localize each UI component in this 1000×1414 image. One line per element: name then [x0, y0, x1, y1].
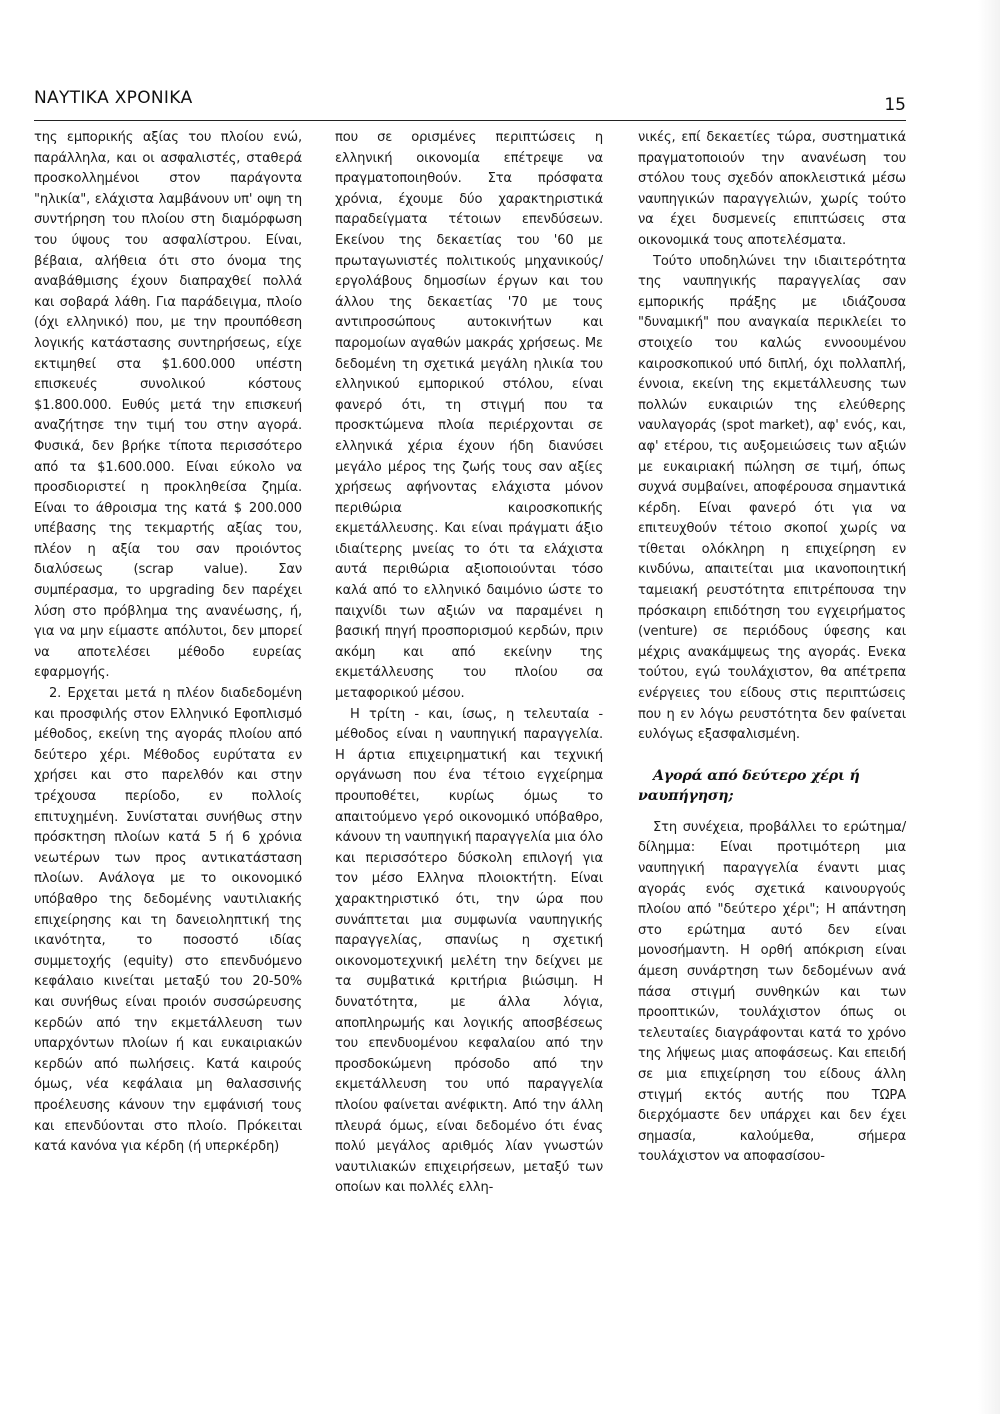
article-paragraph: Η τρίτη - και, ίσως, η τελευταία - μέθοδος είναι η ναυπηγική παραγγελία. Η άρτια επιχειρηματική και τεχνική οργάνωση που ένα τέτοιο εγχείρημα προυποθέτει, κυρίως όμως το απαιτούμενο γερό οικονομικό υπόβαθρο, κάνουν τη ναυπηγική παραγγελία μια όλο και περισσότερο δύσκολη επιλογή για τον μέσο Ελληνα πλοιοκτήτη. Είναι χαρακτηριστικό ότι, την ώρα που συνάπτεται μια συμφωνία ναυπηγικής παραγγελίας, σπανίως η σχετική οικονομοτεχνική μελέτη την δείχνει με τα συμβατικά κριτήρια βιώσιμη. Η δυνατότητα, με άλλα λόγια, αποπληρωμής και λογικής αποσβέσεως του επενδυομένου κεφαλαίου από την προσδοκώμενη πρόσοδο από την εκμετάλλευση του υπό παραγγελία πλοίου φαίνεται ανέφικτη. Από την άλλη πλευρά όμως, είναι δεδομένο ότι ένας πολύ μεγάλος αριθμός λίαν γνωστών ναυτιλιακών επιχειρήσεων, μεταξύ των οποίων και πολλές ελλη-	[335, 706, 603, 1196]
text-column-2	[335, 128, 603, 1199]
text-column-3	[638, 128, 906, 1168]
article-paragraph: νικές, επί δεκαετίες τώρα, συστηματικά πραγματοποιούν την ανανέωση του στόλου τους σχεδόν αποκλειστικά μέσω ναυπηγικών παραγγελιών, χωρίς τούτο να έχει δυσμενείς επιπτώσεις στα οικονομικά τους αποτελέσματα.	[638, 130, 906, 248]
article-paragraph: 2. Ερχεται μετά η πλέον διαδεδομένη και προσφιλής στον Ελληνικό Εφοπλισμό μέθοδος, εκείνη της αγοράς πλοίου από δεύτερο χέρι. Μέθοδος ευρύτατα εν χρήσει και στο παρελθόν και στην τρέχουσα περίοδο, εν πολλοίς επιτυχημένη. Συνίσταται συνήθως στην πρόσκτηση πλοίων κατά 5 ή 6 χρόνια νεωτέρων των προς αντικατάσταση πλοίων. Ανάλογα με το οικονομικό υπόβαθρο της δεδομένης ναυτιλιακής επιχείρησης και τη δανειοληπτική της ικανότητα, το ποσοστό ιδίας συμμετοχής (equity) στο επενδυόμενο κεφάλαιο κινείται μεταξύ του 20-50% και συνήθως είναι προιόν συσσώρευσης κερδών από την εκμετάλλευση των υπαρχόντων πλοίων ή και ευκαιριακών κερδών από πωλήσεις. Κατά καιρούς όμως, νέα κεφάλαια μη θαλασσινής προέλευσης κάνουν την εμφάνισή τους και επενδύονται στο πλοίο. Πρόκειται κατά κανόνα για κέρδη (ή υπερκέρδη)	[34, 686, 302, 1155]
page-header	[34, 86, 906, 121]
article-paragraph: Τούτο υποδηλώνει την ιδιαιτερότητα της ναυπηγικής παραγγελίας σαν εμπορικής πράξης με ιδιάζουσα "δυναμική" που αναγκαία περικλείει το στοιχείο του καλώς εννοουμένου καιροσκοπικού υπό διπλή, όχι πολλαπλή, έννοια, εκείνη της εκμετάλλευσης των πολλών ευκαιριών της ελεύθερης ναυλαγοράς (spot market), αφ' ενός, και, αφ' ετέρου, τις αυξομειώσεις των αξιών με ευκαιριακή πώληση σε τιμή, όπως συχνά συμβαίνει, αποφέρουσα σημαντικά κέρδη. Είναι φανερό ότι για να επιτευχθούν τέτοιο σκοποί χωρίς να τίθεται ολόκληρη η επιχείρηση εν κινδύνω, απαιτείται μια ικανοποιητική ταμειακή ρευστότητα επιτρέπουσα την πρόσκαιρη επιδότηση του εγχειρήματος (venture) σε περιόδους ύφεσης και μέχρις ανακάμψεως της αγοράς. Ενεκα τούτου, εγώ τουλάχιστον, θα απέτρεπα ενέργειες του είδους στις περιπτώσεις που η εν λόγω ρευστότητα δεν φαίνεται ευλόγως εξασφαλισμένη.	[638, 253, 906, 743]
article-paragraph: της εμπορικής αξίας του πλοίου ενώ, παράλληλα, και οι ασφαλιστές, σταθερά προσκολλημένοι στον παράγοντα "ηλικία", ελάχιστα λαμβάνουν υπ' οψη τη συντήρηση του πλοίου στη διαμόρφωση του ύψους του ασφαλίστρου. Είναι, βέβαια, αλήθεια ότι στο όνομα της αναβάθμισης έχουν διαπραχθεί πολλά και σοβαρά λάθη. Για παράδειγμα, πλοίο (όχι ελληνικό) που, με την προυπόθεση λογικής κατάστασης συντηρήσεως, είχε εκτιμηθεί στα $1.600.000 υπέστη επισκευές συνολικού κόστους $1.800.000. Ευθύς μετά την επισκευή αναζήτησε την τιμή του στην αγορά. Φυσικά, δεν βρήκε τίποτα περισσότερο από τα $1.600.000. Είναι εύκολο να προσδιοριστεί η προκληθείσα ζημία. Είναι το άθροισμα της κατά $ 200.000 υπέβασης της τεκμαρτής αξίας του, πλέον η αξία του σαν προιόντος διαλύσεως (scrap value). Σαν συμπέρασμα, το upgrading δεν παρέχει λύση στο πρόβλημα της ανανέωσης, ή, για να μην είμαστε απόλυτοι, δεν μπορεί να αποτελέσει μέθοδο ευρείας εφαρμογής.	[34, 130, 302, 681]
page-number: 15	[884, 95, 906, 115]
text-column-1	[34, 128, 302, 1158]
publication-title: ΝΑΥΤΙΚΑ ΧΡΟΝΙΚΑ	[34, 88, 193, 108]
article-paragraph: που σε ορισμένες περιπτώσεις η ελληνική οικονομία επέτρεψε να πραγματοποιηθούν. Στα πρόσφατα χρόνια, έχουμε δύο χαρακτηριστικά παραδείγματα τέτοιων επενδύσεων. Εκείνου της δεκαετίας του '60 με πρωταγωνιστές πολιτικούς μηχανικούς/εργολάβους δημοσίων έργων και του άλλου της δεκαετίας '70 με τους αντιπροσώπους αυτοκινήτων και παρομοίων αγαθών μακράς χρήσεως. Με δεδομένη τη σχετικά μεγάλη ηλικία του ελληνικού εμπορικού στόλου, είναι φανερό ότι, τη στιγμή που τα προσκτώμενα πλοία περιέρχονται σε ελληνικά χέρια έχουν ήδη διανύσει μεγάλο μέρος της ζωής τους σαν αξίες χρήσεως αφήνοντας ελάχιστα μόνον περιθώρια καιροσκοπικής εκμετάλλευσης. Και είναι πράγματι άξιο ιδιαίτερης μνείας το ότι τα ελάχιστα αυτά περιθώρια αξιοποιούνται τόσο καλά από το ελληνικό δαιμόνιο ώστε το παιχνίδι των αξιών να παραμένει η βασική πηγή προσπορισμού κερδών, πριν ακόμη και από εκείνην της εκμετάλλευσης του πλοίου σα μεταφορικού μέσου.	[335, 130, 603, 702]
article-paragraph: Στη συνέχεια, προβάλλει το ερώτημα/δίλημμα: Είναι προτιμότερη μια ναυπηγική παραγγελία έναντι μιας αγοράς ενός σχετικά καινουργούς πλοίου από "δεύτερο χέρι"; Η απάντηση στο ερώτημα αυτό δεν είναι μονοσήμαντη. Η ορθή απόκριση είναι άμεση συνάρτηση των δεδομένων ανά πάσα στιγμή συνθηκών και των προοπτικών, τουλάχιστον όπως οι τελευταίες διαγράφονται κατά το χρόνο της λήψεως μιας αποφάσεως. Και επειδή σε μια επιχείρηση του είδους άλλη στιγμή εκτός αυτής που ΤΩΡΑ διερχόμαστε δεν υπάρχει και δεν έχει σημασία, καλούμεθα, σήμερα τουλάχιστον να αποφασίσου-	[638, 819, 906, 1165]
section-heading: Αγορά από δεύτερο χέρι ή ναυπήγηση;	[638, 767, 860, 804]
page-edge-shadow	[978, 0, 1000, 1414]
